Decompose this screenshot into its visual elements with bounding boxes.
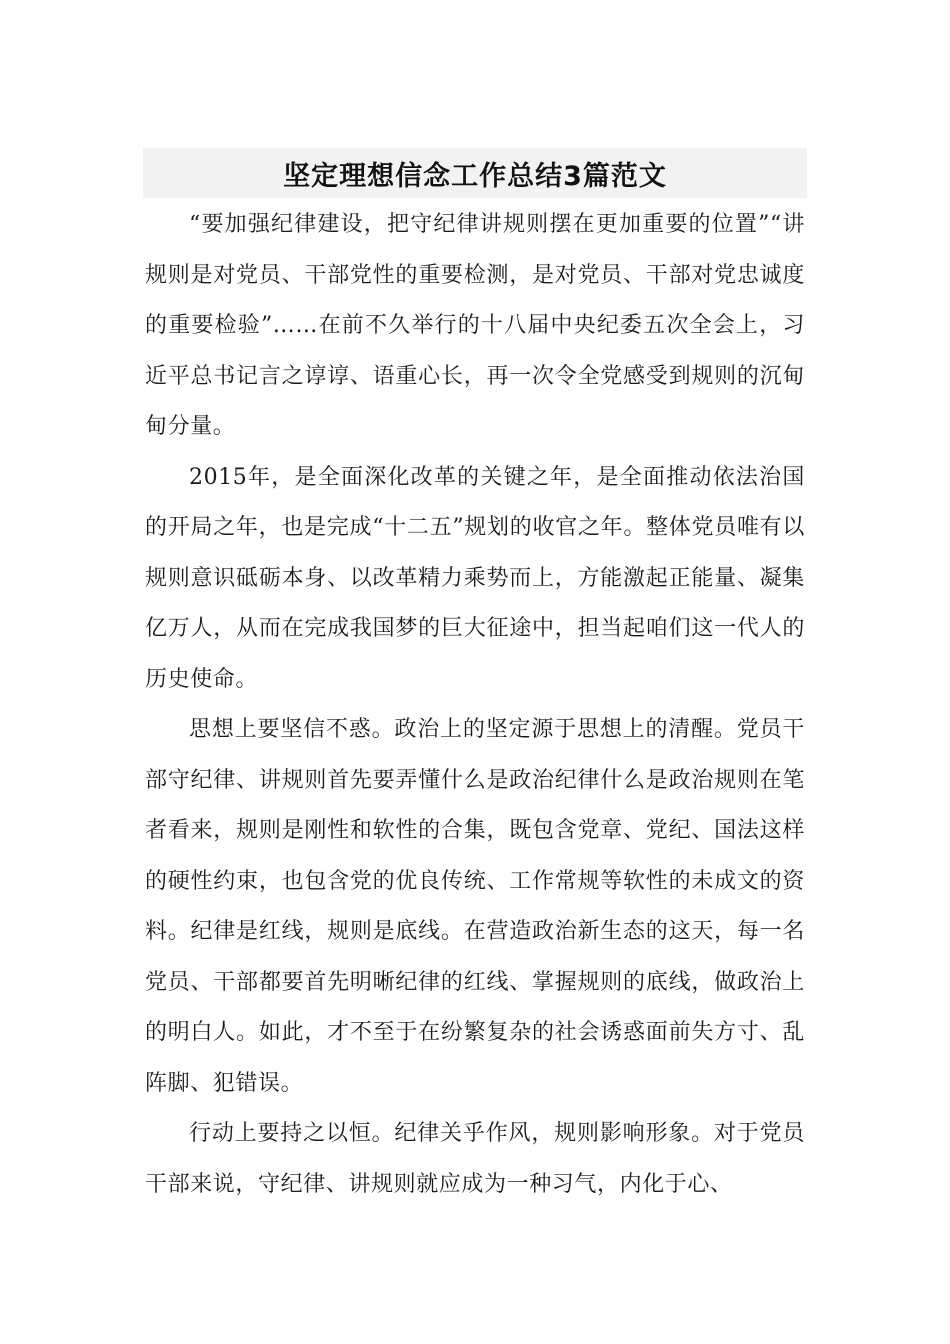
paragraph-4: 行动上要持之以恒。纪律关乎作风，规则影响形象。对于党员干部来说，守纪律、讲规则就应成为一种习气，内化于心、: [145, 1121, 805, 1197]
paragraph-2: 2015年，是全面深化改革的关键之年，是全面推动依法治国的开局之年，也是完成“十二五”规划的收官之年。整体党员唯有以规则意识砥砺本身、以改革精力乘势而上，方能激起正能量、凝集亿万人，从而在完成我国梦的巨大征途中，担当起咱们这一代人的历史使命。: [145, 464, 805, 692]
title-bar: [143, 148, 807, 198]
document-title: 坚定理想信念工作总结3篇范文: [283, 160, 667, 192]
paragraph-3: 思想上要坚信不惑。政治上的坚定源于思想上的清醒。党员干部守纪律、讲规则首先要弄懂什么是政治纪律什么是政治规则在笔者看来，规则是刚性和软性的合集，既包含党章、党纪、国法这样的硬性约束，也包含党的优良传统、工作常规等软性的未成文的资料。纪律是红线，规则是底线。在营造政治新生态的这天，每一名党员、干部都要首先明晰纪律的红线、掌握规则的底线，做政治上的明白人。如此，才不至于在纷繁复杂的社会诱惑面前失方寸、乱阵脚、犯错误。: [145, 717, 805, 1096]
paragraph-1: “要加强纪律建设，把守纪律讲规则摆在更加重要的位置”“讲规则是对党员、干部党性的重要检测，是对党员、干部对党忠诚度的重要检验”……在前不久举行的十八届中央纪委五次全会上，习近平总书记言之谆谆、语重心长，再一次令全党感受到规则的沉甸甸分量。: [145, 212, 805, 439]
document-body: [145, 200, 805, 1210]
